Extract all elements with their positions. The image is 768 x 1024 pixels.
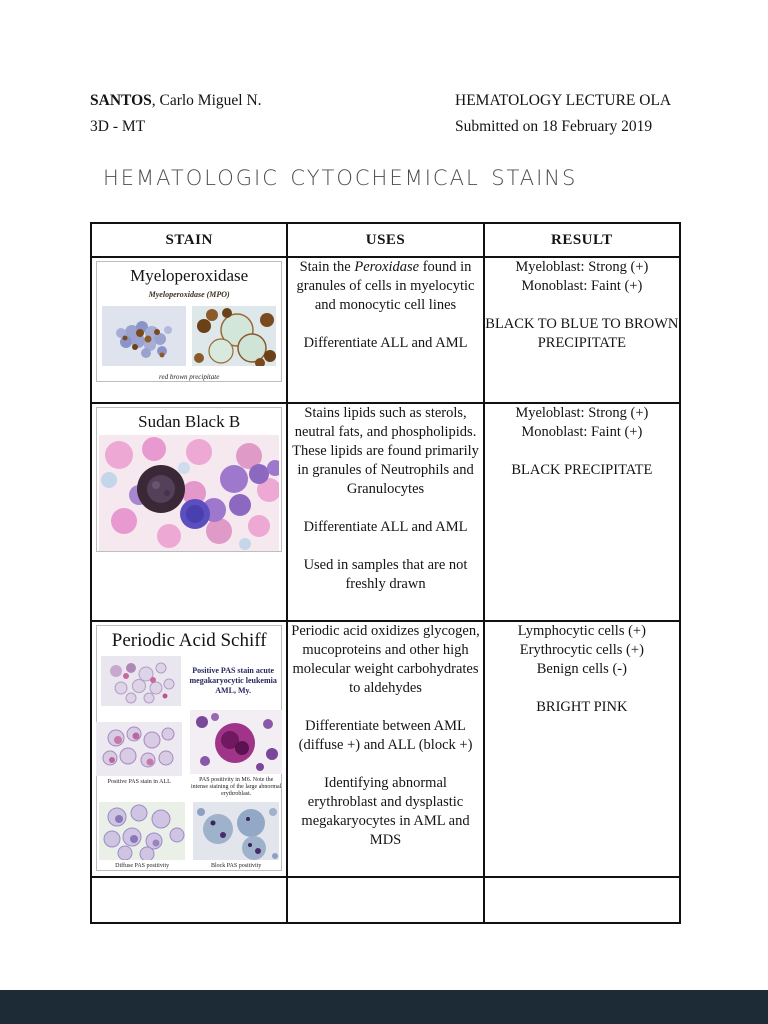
submission-date: Submitted on 18 February 2019 <box>455 118 653 135</box>
sbb-result-cell: Myeloblast: Strong (+) Monoblast: Faint (+) BLACK PRECIPITATE <box>484 403 680 621</box>
mpo-stain-cell <box>91 257 287 403</box>
page-title: hematologic cytochemical stains <box>103 158 578 193</box>
pas-micrograph-bottom-right <box>193 802 279 860</box>
sbb-uses-cell: Stains lipids such as sterols, neutral fats, and phospholipids. These lipids are found primarily in granules of Neutrophils and Granulocytes Differentiate ALL and AML Used in samples that are not freshly drawn <box>287 403 483 621</box>
pas-micrograph-mid-right <box>190 710 282 774</box>
pas-slide <box>96 625 282 871</box>
pas-caption-mid-right: PAS positivity in M6. Note the intense staining of the large abnormal erythroblast. <box>191 777 282 797</box>
column-header-result: RESULT <box>484 223 680 257</box>
table-row <box>91 403 680 621</box>
table-row-empty <box>91 877 680 923</box>
stain-result-caption: red brown precipitate <box>159 373 220 381</box>
mpo-uses-cell: Stain the Peroxidase found in granules of cells in myelocytic and monocytic cell lines Differentiate ALL and AML <box>287 257 483 403</box>
table-row <box>91 257 680 403</box>
pas-uses-cell: Periodic acid oxidizes glycogen, mucoproteins and other high molecular weight carbohydrates to aldehydes Differentiate between AML (diffuse +) and ALL (block +) Identifying abnormal erythroblast and dysplastic megakaryocytes in AML and MDS <box>287 621 483 877</box>
student-section: 3D - MT <box>90 118 146 135</box>
table-header-row <box>91 223 680 257</box>
stain-name: Sudan Black B <box>138 412 241 431</box>
sbb-micrograph <box>99 435 279 551</box>
empty-uses-cell <box>287 877 483 923</box>
mpo-micrograph-right <box>192 306 276 366</box>
pas-stain-cell <box>91 621 287 877</box>
pas-caption-top: Positive PAS stain acute megakaryocytic leukemia AML, My. <box>189 666 277 695</box>
pas-caption-bottom-left: Diffuse PAS positivity <box>115 863 170 869</box>
stain-subtitle: Myeloperoxidase (MPO) <box>148 290 230 299</box>
sbb-stain-cell <box>91 403 287 621</box>
pas-caption-mid-left: Positive PAS stain in ALL <box>107 779 171 785</box>
mpo-slide <box>96 261 282 382</box>
student-info <box>90 88 262 140</box>
stains-table <box>90 222 681 924</box>
course-info <box>455 88 671 140</box>
pas-micrograph-bottom-left <box>99 802 185 860</box>
sbb-slide <box>96 407 282 552</box>
pas-caption-bottom-right: Block PAS positivity <box>210 863 262 869</box>
pas-micrograph-top <box>101 656 181 706</box>
mpo-result-cell: Myeloblast: Strong (+) Monoblast: Faint (+) BLACK TO BLUE TO BROWN PRECIPITATE <box>484 257 680 403</box>
column-header-stain: STAIN <box>91 223 287 257</box>
pas-result-cell: Lymphocytic cells (+) Erythrocytic cells (+) Benign cells (-) BRIGHT PINK <box>484 621 680 877</box>
student-name: SANTOS, Carlo Miguel N. <box>90 92 262 109</box>
course-title: HEMATOLOGY LECTURE OLA <box>455 92 672 109</box>
table-row <box>91 621 680 877</box>
mpo-micrograph-left <box>102 306 186 366</box>
stain-name: Myeloperoxidase <box>130 266 249 285</box>
empty-result-cell <box>484 877 680 923</box>
viewer-footer-bar <box>0 990 768 1024</box>
stain-name: Periodic Acid Schiff <box>111 630 267 651</box>
column-header-uses: USES <box>287 223 483 257</box>
pas-micrograph-mid-left <box>96 722 182 776</box>
empty-stain-cell <box>91 877 287 923</box>
